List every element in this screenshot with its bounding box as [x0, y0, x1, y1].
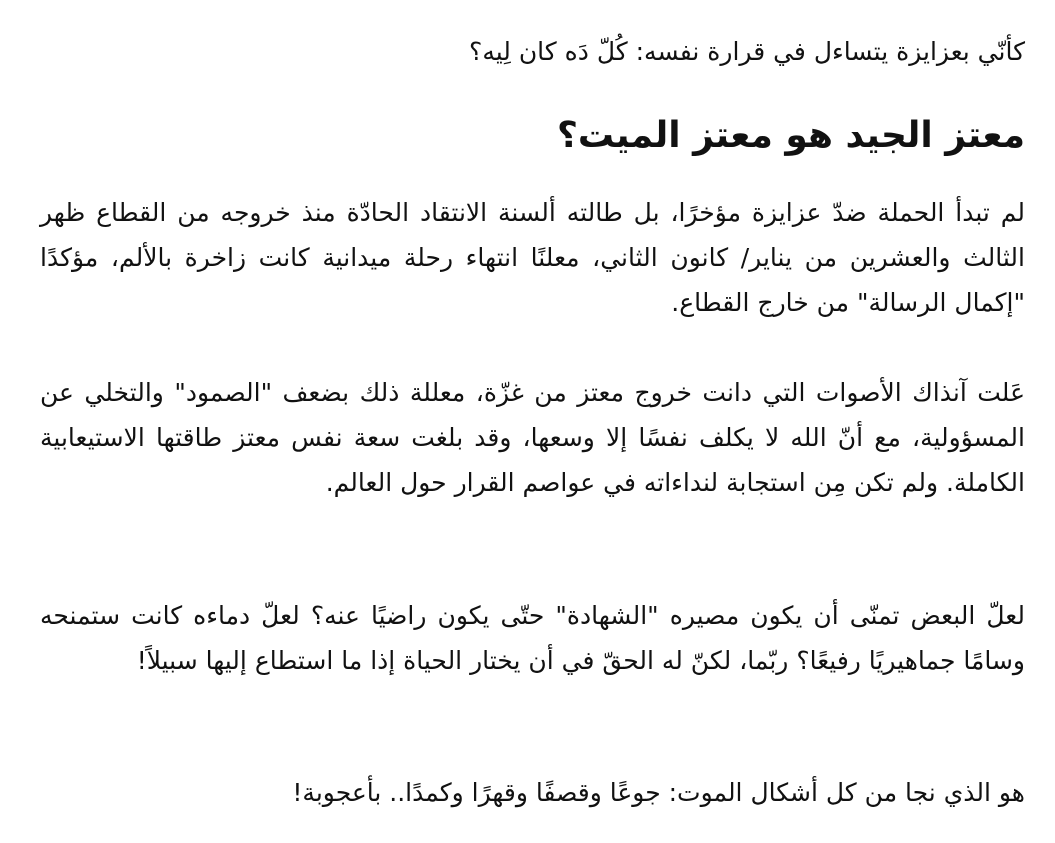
paragraph-1: لم تبدأ الحملة ضدّ عزايزة مؤخرًا، بل طالته ألسنة الانتقاد الحادّة منذ خروجه من القطاع ظهر الثالث والعشرين من يناير/ كانون الثاني، معلنًا انتهاء رحلة ميدانية كانت زاخرة بالألم، مؤكدًا "إكمال الرسالة" من خارج القطاع.	[40, 198, 1025, 317]
paragraph-4: هو الذي نجا من كل أشكال الموت: جوعًا وقصفًا وقهرًا وكمدًا.. بأعجوبة!	[292, 778, 1025, 807]
paragraph-3: لعلّ البعض تمنّى أن يكون مصيره "الشهادة" حتّى يكون راضيًا عنه؟ لعلّ دماءه كانت ستمنحه وسامًا جماهيريًا رفيعًا؟ ربّما، لكنّ له الحقّ في أن يختار الحياة إذا ما استطاع إليها سبيلاً!	[40, 601, 1025, 675]
section-heading: معتز الجيد هو معتز الميت؟	[556, 115, 1025, 156]
paragraph-2: عَلت آنذاك الأصوات التي دانت خروج معتز من غزّة، معللة ذلك بضعف "الصمود" والتخلي عن المسؤولية، مع أنّ الله لا يكلف نفسًا إلا وسعها، وقد بلغت سعة نفس معتز طاقتها الاستيعابية الكاملة. ولم تكن مِن استجابة لنداءاته في عواصم القرار حول العالم.	[40, 378, 1025, 497]
intro-line: كأنّي بعزايزة يتساءل في قرارة نفسه: كُلّ دَه كان لِيه؟	[469, 37, 1025, 66]
